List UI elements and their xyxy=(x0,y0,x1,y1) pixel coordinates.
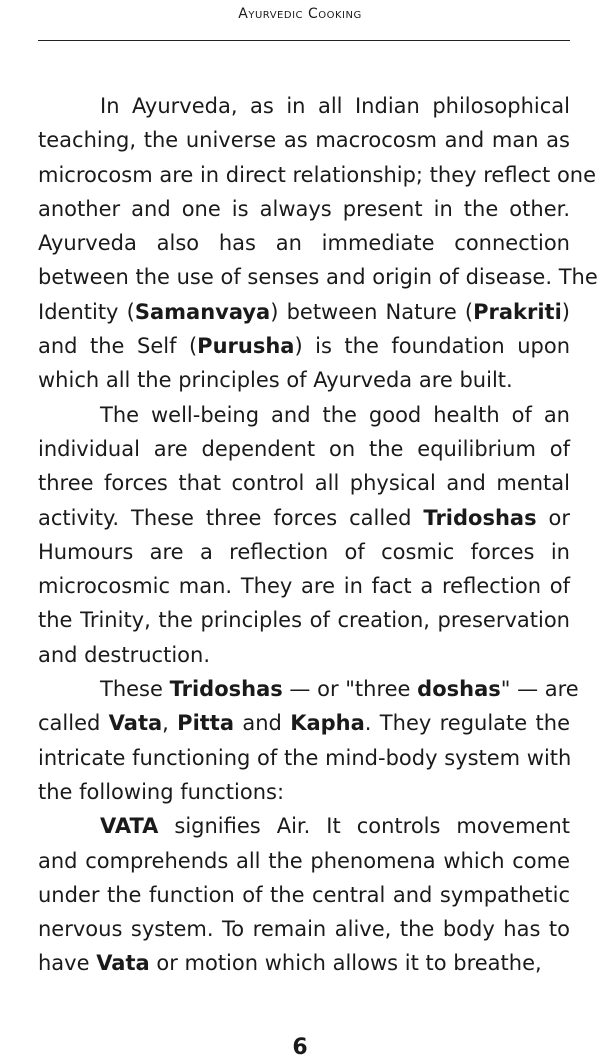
text-run: Identity ( xyxy=(38,299,135,324)
text-run: teaching, the universe as macrocosm and man as xyxy=(38,128,570,153)
bold-term: Vata xyxy=(96,951,150,976)
text-run: intricate functioning of the mind-body system with xyxy=(38,745,572,770)
text-line xyxy=(38,535,570,569)
text-run: , xyxy=(162,711,178,736)
text-line xyxy=(38,329,570,363)
header-rule xyxy=(38,40,570,41)
text-run: which all the principles of Ayurveda are built. xyxy=(38,368,513,393)
text-line xyxy=(38,89,570,123)
bold-term: VATA xyxy=(100,814,159,839)
text-line xyxy=(38,226,570,260)
text-run: microcosm are in direct relationship; they reflect one xyxy=(38,162,597,187)
text-run: under the function of the central and sympathetic xyxy=(38,882,570,907)
text-line xyxy=(38,706,570,740)
text-line xyxy=(38,158,597,192)
text-line xyxy=(38,192,570,226)
text-line xyxy=(38,638,570,672)
running-header: Ayurvedic Cooking xyxy=(238,6,362,22)
bold-term: Tridoshas xyxy=(169,677,283,702)
text-line xyxy=(38,775,570,809)
text-line xyxy=(38,501,570,535)
text-line xyxy=(38,569,570,603)
text-run: or xyxy=(536,505,570,530)
text-run: . They regulate the xyxy=(364,711,570,736)
text-run: or motion which allows it to breathe, xyxy=(149,951,542,976)
text-run: — or "three xyxy=(282,677,418,702)
text-line xyxy=(38,741,570,775)
text-line xyxy=(38,260,598,294)
text-run: and xyxy=(234,711,291,736)
text-run: the following functions: xyxy=(38,779,285,804)
text-run: individual are dependent on the equilibrium of xyxy=(38,436,570,461)
text-run: another and one is always present in the other. xyxy=(38,196,570,221)
text-run: signifies Air. It controls movement xyxy=(158,814,570,839)
text-line xyxy=(38,295,570,329)
text-run: In Ayurveda, as in all Indian philosophical xyxy=(100,94,570,118)
text-run: ) is the foundation upon xyxy=(294,334,570,359)
text-line xyxy=(38,432,570,466)
text-line xyxy=(38,809,570,843)
text-run: These xyxy=(100,677,170,702)
text-run: called xyxy=(38,711,109,736)
text-run: activity. These three forces called xyxy=(38,505,424,530)
text-run: microcosmic man. They are in fact a reflection of xyxy=(38,574,570,599)
bold-term: Prakriti xyxy=(473,299,562,324)
text-run: ) xyxy=(561,299,570,324)
page-number: 6 xyxy=(292,1035,308,1060)
text-line xyxy=(38,466,570,500)
text-run: have xyxy=(38,951,97,976)
text-run: the Trinity, the principles of creation, preservation xyxy=(38,608,570,633)
text-run: and the Self ( xyxy=(38,334,198,359)
text-line xyxy=(38,844,570,878)
text-run: and destruction. xyxy=(38,642,210,667)
body-text xyxy=(38,89,598,981)
bold-term: doshas xyxy=(417,677,501,702)
text-run: three forces that control all physical and mental xyxy=(38,471,570,496)
text-run: Ayurveda also has an immediate connection xyxy=(38,231,570,256)
text-line xyxy=(38,912,570,946)
text-line xyxy=(38,123,570,157)
text-line xyxy=(38,946,570,980)
bold-term: Samanvaya xyxy=(134,299,271,324)
bold-term: Vata xyxy=(108,711,163,736)
text-run: " — are xyxy=(500,677,579,702)
text-run: ) between Nature ( xyxy=(270,299,474,324)
bold-term: Kapha xyxy=(290,711,365,736)
text-line xyxy=(38,878,570,912)
text-run: and comprehends all the phenomena which come xyxy=(38,848,570,873)
bold-term: Tridoshas xyxy=(423,505,537,530)
bold-term: Purusha xyxy=(197,334,295,359)
text-run: between the use of senses and origin of disease. The xyxy=(38,265,598,290)
text-line xyxy=(38,398,570,432)
text-run: The well-being and the good health of an xyxy=(100,402,570,427)
text-run: Humours are a reflection of cosmic forces in xyxy=(38,539,570,564)
text-line xyxy=(38,603,570,637)
bold-term: Pitta xyxy=(177,711,235,736)
text-run: nervous system. To remain alive, the body has to xyxy=(38,917,570,942)
text-line xyxy=(38,363,570,397)
text-line xyxy=(38,672,579,706)
